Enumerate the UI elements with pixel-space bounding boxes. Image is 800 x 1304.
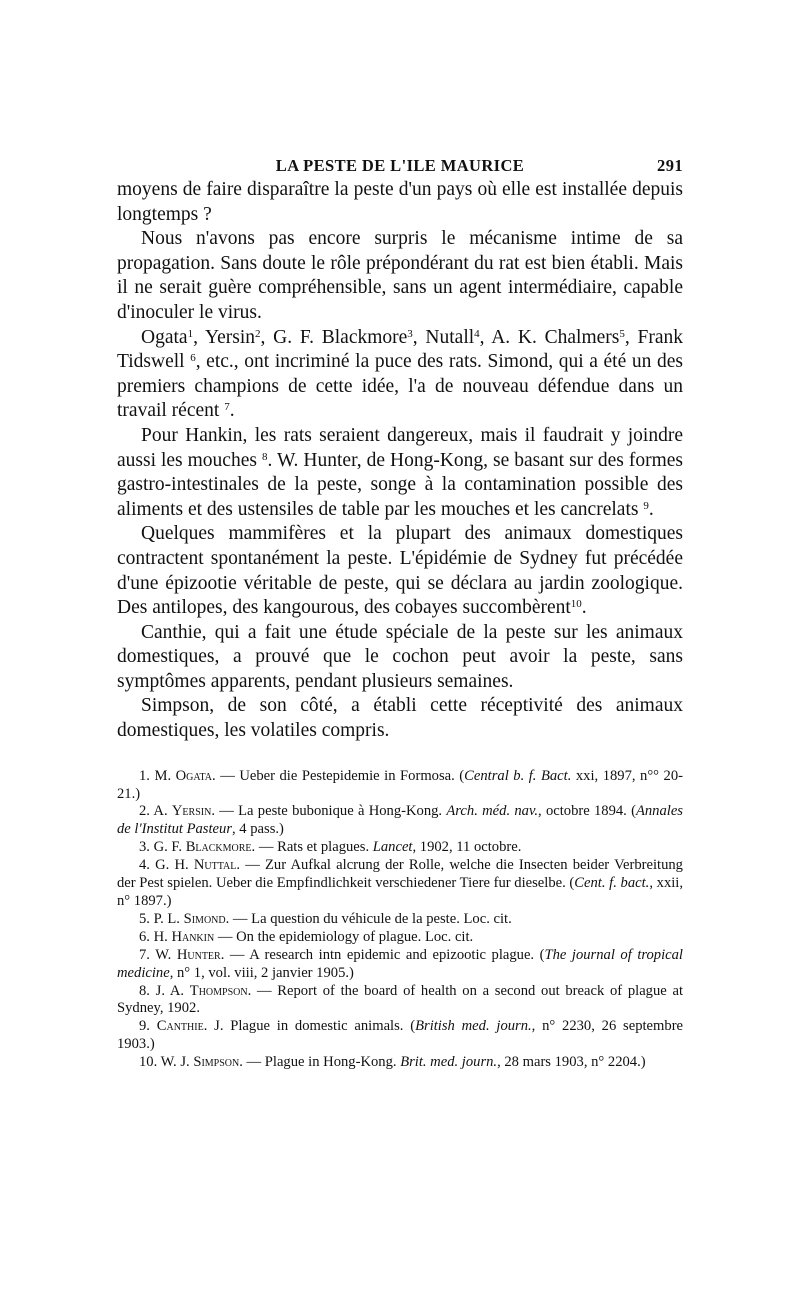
text-run: — On the epidemiology of plague. Loc. cit.: [214, 928, 474, 945]
text-run: 9.: [139, 1018, 157, 1035]
paragraph: [117, 694, 683, 743]
note-ref: 2: [255, 327, 261, 340]
footnote: [117, 929, 683, 947]
author-name: Canthie: [156, 1018, 204, 1035]
note-ref: 5: [619, 327, 625, 340]
note-ref: 8: [261, 450, 268, 463]
note-ref: 10: [570, 598, 582, 611]
text-run: Canthie, qui a fait une étude spéciale de la peste sur les animaux domestiques, a prouvé que le cochon peut avoir la peste, sans symptômes apparents, pendant plusieurs semaines.: [117, 621, 683, 692]
journal-title: Brit. med. journ.: [400, 1054, 498, 1071]
text-run: , G. F. Blackmore: [260, 326, 408, 348]
paragraph: [117, 621, 683, 695]
author-name: Simpson: [193, 1054, 240, 1071]
page-header: [117, 150, 683, 178]
footnote: [117, 983, 683, 1019]
page-number: 291: [657, 156, 683, 175]
text-run: , 28 mars 1903, n° 2204.): [497, 1054, 646, 1071]
note-ref: 4: [474, 327, 480, 340]
journal-title: The journal of tropical medicine: [117, 946, 683, 981]
text-run: Simpson, de son côté, a établi cette réceptivité des animaux domestiques, les volatiles compris.: [117, 695, 683, 742]
text-run: Nous n'avons pas encore surpris le mécanisme intime de sa propagation. Sans doute le rôle prépondérant du rat est bien établi. Mais il ne serait guère compréhensible, sans un agent intermédiaire, capable d'inoculer le virus.: [117, 228, 683, 323]
author-name: Nuttal: [193, 857, 237, 874]
note-ref: 3: [407, 327, 413, 340]
text-run: . — Report of the board of health on a second out breack of plague at Sydney, 1902.: [117, 982, 683, 1017]
note-ref: 1: [187, 327, 194, 340]
text-run: , octobre 1894. (: [538, 803, 636, 820]
journal-title: Annales de l'Institut Pasteur: [117, 803, 683, 838]
text-run: xxi, 1897, n°° 20-21.): [117, 767, 683, 802]
text-run: . W. Hunter, de Hong-Kong, se basant sur des formes gastro-intestinales de la peste, songe à la contamination possible des aliments et des ustensiles de table par les mouches et les cancrelats: [117, 449, 684, 520]
text-run: 1. M.: [139, 767, 176, 784]
footnote: [117, 1018, 683, 1054]
journal-title: Cent. f. bact.: [574, 875, 650, 892]
text-run: . — Plague in Hong-Kong.: [239, 1054, 401, 1071]
footnote: [117, 911, 683, 929]
journal-title: Lancet: [372, 839, 413, 856]
author-name: Yersin: [171, 803, 212, 820]
paragraph: [117, 326, 683, 424]
footnote: [117, 768, 683, 804]
footnote: [117, 857, 683, 911]
author-name: Simond: [183, 910, 226, 927]
text-run: 8. J. A.: [139, 982, 190, 999]
paragraph: [117, 227, 683, 325]
text-run: Ogata: [141, 326, 188, 348]
text-run: 6. H.: [139, 928, 172, 945]
text-run: , A. K. Chalmers: [479, 326, 620, 348]
footnotes: [117, 768, 683, 1072]
author-name: Hankin: [171, 928, 215, 945]
text-run: 4. G. H.: [139, 857, 194, 874]
footnote: [117, 947, 683, 983]
book-page: [117, 150, 683, 1072]
text-run: Quelques mammifères et la plupart des animaux domestiques contractent spontanément la peste. L'épidémie de Sydney fut précédée d'une épizootie véritable de peste, qui se déclara au jardin zoologique. Des antilopes, des kangourous, des cobayes succombèrent: [117, 523, 683, 619]
running-title: LA PESTE DE L'ILE MAURICE: [275, 156, 525, 175]
paragraph: [117, 178, 683, 227]
note-ref: 7: [224, 401, 230, 414]
text-run: 7. W.: [139, 946, 177, 963]
text-run: , n° 2230, 26 septembre 1903.): [117, 1018, 684, 1053]
text-run: .: [229, 400, 235, 422]
text-run: . — A research intn epidemic and epizootic plague. (: [220, 946, 545, 963]
text-run: . — La question du véhicule de la peste. Loc. cit.: [225, 910, 512, 927]
text-run: 5. P. L.: [139, 910, 184, 927]
author-name: Thompson: [189, 982, 248, 999]
body-text: [117, 178, 683, 744]
text-run: .: [648, 498, 654, 520]
footnote: [117, 839, 683, 857]
note-ref: 6: [190, 352, 196, 365]
text-run: . — Ueber die Pestepidemie in Formosa. (: [212, 767, 465, 784]
journal-title: Central b. f. Bact.: [464, 767, 572, 784]
text-run: , Nutall: [412, 326, 475, 348]
text-run: . J. Plague in domestic animals. (: [203, 1018, 416, 1035]
text-run: , 1902, 11 octobre.: [412, 839, 522, 856]
text-run: 3. G. F.: [139, 839, 186, 856]
journal-title: British med. journ.: [415, 1018, 532, 1035]
text-run: , Yersin: [193, 326, 255, 348]
text-run: .: [581, 597, 587, 619]
text-run: , n° 1, vol. viii, 2 janvier 1905.): [169, 964, 354, 981]
author-name: Blackmore: [185, 839, 252, 856]
paragraph: [117, 424, 683, 522]
text-run: 10. W. J.: [139, 1054, 194, 1071]
footnote: [117, 1054, 683, 1072]
author-name: Hunter: [176, 946, 221, 963]
text-run: Pour Hankin, les rats seraient dangereux, mais il faudrait y joindre aussi les mouches: [117, 424, 683, 471]
paragraph: [117, 522, 683, 620]
author-name: Ogata: [175, 767, 213, 784]
text-run: , etc., ont incriminé la puce des rats. Simond, qui a été un des premiers champions de cette idée, l'a de nouveau défendue dans un travail récent: [117, 351, 683, 422]
text-run: . — Zur Aufkal alcrung der Rolle, welche die Insecten beider Verbreitung der Pest spielen. Ueber die Empfindlichkeit verschiedener Tiere fur dieselbe. (: [117, 857, 683, 892]
text-run: , 4 pass.): [232, 821, 284, 838]
text-run: 2. A.: [139, 803, 172, 820]
text-run: , Frank Tidswell: [117, 326, 683, 373]
text-run: . — La peste bubonique à Hong-Kong.: [211, 803, 447, 820]
text-run: , xxii, n° 1897.): [117, 875, 683, 909]
text-run: . — Rats et plagues.: [251, 839, 373, 856]
text-run: moyens de faire disparaître la peste d'un pays où elle est installée depuis longtemps ?: [117, 179, 683, 225]
note-ref: 9: [643, 499, 649, 512]
footnote: [117, 803, 683, 839]
journal-title: Arch. méd. nav.: [446, 803, 539, 820]
